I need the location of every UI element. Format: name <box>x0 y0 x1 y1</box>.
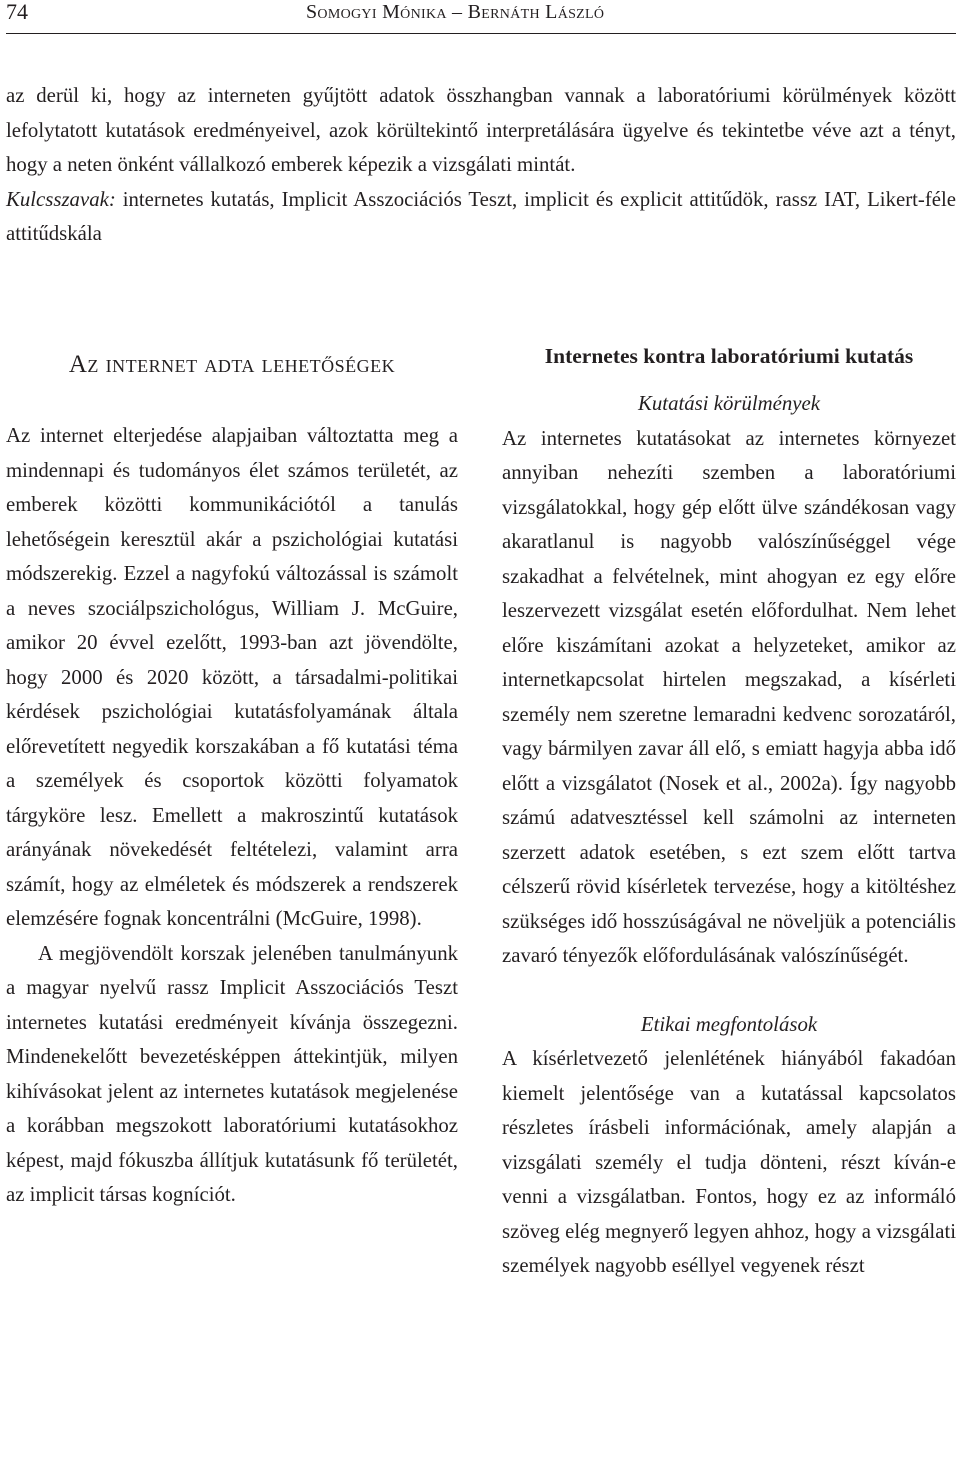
right-paragraph-2: A kísérletvezető jelenlétének hiányából fakadóan kiemelt jelentősége van a kutatással kapcsolatos részletes írásbeli információnak, amely alapján a vizsgálati személy el tudja dönteni, részt kíván-e venni a vizsgálatban. Fontos, hogy ez az informáló szöveg elég megnyerő legyen ahhoz, hogy a vizsgálati személyek nagyobb eséllyel vegyenek részt <box>502 1047 956 1277</box>
page-number: 74 <box>6 0 28 24</box>
right-paragraph-1: Az internetes kutatásokat az internetes környezet annyiban nehezíti szemben a laboratóriumi vizsgálatokkal, hogy gép előtt ülve szándékosan vagy akaratlanul is nagyobb valószínűséggel vége szakadhat a felvételnek, mint ahogyan ez egy előre leszervezett vizsgálat esetén előfordulhat. Nem lehet előre kiszámítani azokat a helyzeteket, amikor az internetkapcsolat hirtelen megszakad, a kísérleti személy nem szeretne lemaradni kedvenc sorozatáról, vagy bármilyen zavar áll elő, s emiatt hagyja abba idő előtt a vizsgálatot (Nosek et al., 2002a). Így nagyobb számú adatvesztéssel kell számolni az interneten szerzett adatok esetében, s ezt szem előtt tartva célszerű rövid kísérletek tervezése, hogy a kitöltéshez szükséges idő hosszúságával ne növeljük a potenciális zavaró tényezők előfordulásának valószínűségét. <box>502 426 956 967</box>
subsection-ethical-considerations: Etikai megfontolások <box>640 1012 818 1036</box>
keywords-text: internetes kutatás, Implicit Asszociációs Teszt, implicit és explicit attitűdök, rassz IAT, Likert-féle attitűdskála <box>6 187 956 245</box>
abstract-text: az derül ki, hogy az interneten gyűjtött adatok összhangban vannak a laboratóriumi körülmények között lefolytatott kutatások eredményeivel, azok körültekintő interpretálására ügyelve és tekintetbe véve azt a tényt, hogy a neten önként vállalkozó emberek képezik a vizsgálati mintát. <box>6 84 956 176</box>
keywords-label: Kulcsszavak: <box>6 187 116 211</box>
left-paragraph-1: Az internet elterjedése alapjaiban változtatta meg a mindennapi és tudományos élet számos területét, az emberek közötti kommunikációtól a tanulás lehetőségein keresztül akár a pszichológiai kutatási módszerekig. Ezzel a nagyfokú változással is számolt a neves szociálpszichológus, William J. McGuire, amikor 20 évvel ezelőtt, 1993-ban azt jövendölte, hogy 2000 és 2020 között, a társadalmi-politikai kérdések pszichológiai kutatásfolyamának általa előrevetített negyedik korszakában a fő kutatási téma a személyek és csoportok közötti folyamatok tárgyköre lesz. Emellett a makroszintű kutatások arányának növekedését feltételezi, valamint arra számít, hogy az elméletek és módszerek a rendszerek elemzésére fognak koncentrálni (McGuire, 1998). <box>6 424 458 930</box>
left-paragraph-2: A megjövendölt korszak jelenében tanulmányunk a magyar nyelvű rassz Implicit Asszociációs Teszt internetes kutatási eredményeit kívánja összegezni. Mindenekelőtt bevezetésképpen áttekintjük, milyen kihívásokat jelent az internetes kutatások megjelenése a korábban megszokott laboratóriumi kutatásokhoz képest, majd fókuszba állítjuk kutatásunk fő területét, az implicit társas kogníciót. <box>6 941 458 1206</box>
section-title-online-vs-lab: Internetes kontra laboratóriumi kutatás <box>544 344 914 368</box>
running-head: Somogyi Mónika – Bernáth László <box>306 1 605 23</box>
subsection-research-conditions: Kutatási körülmények <box>638 392 820 415</box>
header-rule <box>6 33 956 34</box>
right-column <box>502 340 956 1284</box>
left-column <box>6 340 458 1213</box>
abstract <box>6 79 956 252</box>
keywords <box>6 183 956 252</box>
page-header <box>6 0 954 24</box>
section-title-internet: Az internet adta lehetőségek <box>68 351 396 378</box>
